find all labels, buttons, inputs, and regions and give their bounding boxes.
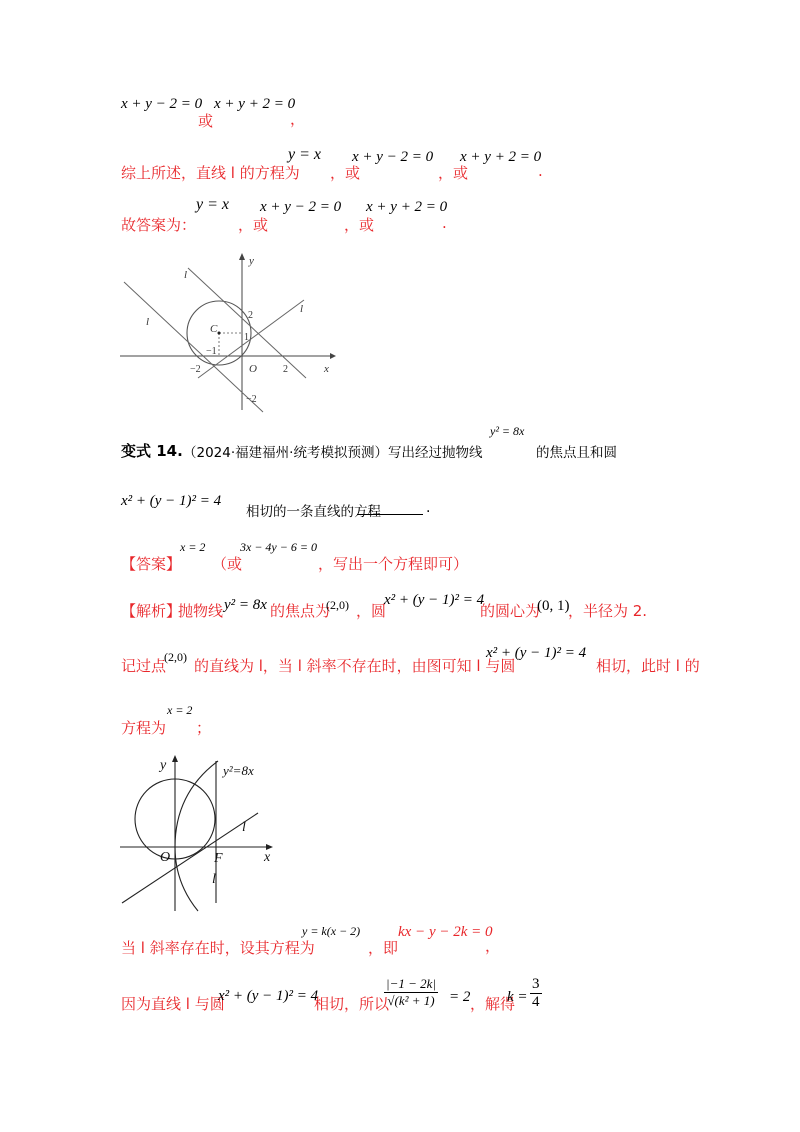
- para2-t1: 记过点: [121, 657, 167, 675]
- para4-eq1: y = k(x − 2): [302, 924, 361, 938]
- analysis-focus: (2,0): [326, 598, 349, 612]
- analysis-parabola: y² = 8x: [224, 597, 267, 613]
- y-axis-arrow: [172, 755, 178, 762]
- para5-t2: 相切，所以: [314, 995, 390, 1013]
- problem-title: 变式 14.: [121, 442, 183, 460]
- problem-text3: 相切的一条直线的方程: [246, 504, 381, 520]
- answer-end: .: [442, 214, 447, 232]
- answer-eq2: x + y − 2 = 0: [260, 199, 342, 215]
- para5-circle: x² + (y − 1)² = 4: [218, 988, 319, 1004]
- para2-t2: 的直线为 l，当 l 斜率不存在时，由图可知 l 与圆: [194, 657, 516, 675]
- para5-t3: ，解得: [470, 995, 516, 1013]
- label-x-axis: x: [264, 850, 271, 865]
- label-origin: O: [160, 850, 171, 865]
- answer-sep2: ，或: [344, 216, 375, 234]
- summary-sep2: ，或: [438, 164, 469, 182]
- analysis-t4: 的圆心为: [480, 602, 541, 620]
- or-text: 或: [198, 112, 214, 130]
- para3-t2: ；: [196, 719, 212, 737]
- para5-k-num: 3: [532, 976, 540, 992]
- label-line-slanted: l: [242, 820, 246, 835]
- para3-eq: x = 2: [167, 703, 193, 717]
- label-y-axis: y: [160, 758, 167, 773]
- para5-frac-den: √(k² + 1): [387, 993, 435, 1008]
- tick-x-neg2: −2: [190, 364, 201, 375]
- label-line-vertical: l: [212, 872, 216, 887]
- para2-t3: 相切，此时 l 的: [596, 657, 700, 675]
- summary-eq2: x + y − 2 = 0: [352, 149, 434, 165]
- figure-circle-tangent-lines: [118, 250, 338, 415]
- answer-blank: [357, 500, 423, 519]
- figure-parabola-circle: [118, 753, 288, 913]
- tick-x-neg1: −1: [206, 346, 217, 357]
- para3-t1: 方程为: [121, 719, 167, 737]
- comma-text: ，: [290, 110, 306, 128]
- answer-paren-open: （或: [212, 555, 243, 573]
- para5-k-den: 4: [532, 994, 540, 1010]
- analysis-label: 【解析】: [121, 602, 182, 620]
- answer-eq2: 3x − 4y − 6 = 0: [240, 540, 317, 554]
- para5-k-fraction: [530, 976, 542, 1011]
- tick-y-neg2: −2: [246, 394, 257, 405]
- label-origin: O: [249, 363, 257, 375]
- analysis-center: (0, 1): [537, 598, 570, 614]
- answer-eq1: x = 2: [180, 540, 206, 554]
- line-l-slanted: [122, 813, 258, 903]
- label-focus: F: [214, 851, 223, 866]
- problem-circle: x² + (y − 1)² = 4: [121, 493, 222, 509]
- summary-eq3: x + y + 2 = 0: [460, 149, 542, 165]
- problem-source: （2024·福建福州·统考模拟预测）写出经过抛物线: [183, 445, 483, 461]
- center-point: [218, 332, 221, 335]
- summary-sep1: ，或: [330, 164, 361, 182]
- para4-eq2: kx − y − 2k = 0: [398, 924, 493, 940]
- para5-t1: 因为直线 l 与圆: [121, 995, 225, 1013]
- equation-line-plus: x + y + 2 = 0: [214, 96, 296, 112]
- para2-circle: x² + (y − 1)² = 4: [486, 645, 587, 661]
- x-axis-arrow: [330, 353, 336, 359]
- analysis-t5: ，半径为 2.: [568, 602, 648, 620]
- label-x-axis: x: [324, 363, 329, 375]
- tick-x-2: 2: [283, 364, 288, 375]
- analysis-t3: ，圆: [356, 602, 387, 620]
- analysis-t2: 的焦点为: [270, 602, 331, 620]
- label-y-axis: y: [249, 255, 254, 267]
- para4-t2: ，即: [368, 939, 399, 957]
- summary-prefix: 综上所述，直线 l 的方程为: [121, 164, 300, 182]
- label-line-right: l: [300, 303, 304, 315]
- para5-eq-tail: = 2: [449, 989, 471, 1005]
- para5-fraction: [384, 976, 438, 1009]
- tick-y-2: 2: [248, 310, 253, 321]
- equation-line-minus: x + y − 2 = 0: [121, 96, 203, 112]
- para4-t1: 当 l 斜率存在时，设其方程为: [121, 939, 315, 957]
- label-parabola: y²=8x: [223, 763, 254, 778]
- problem-end: .: [426, 500, 431, 516]
- label-line-top: l: [184, 269, 188, 281]
- problem-parabola: y² = 8x: [490, 424, 525, 438]
- y-axis-arrow: [239, 253, 245, 260]
- answer-label: 【答案】: [121, 555, 182, 573]
- answer-sep1: ，或: [238, 216, 269, 234]
- label-line-left: l: [146, 316, 150, 328]
- answer-eq3: x + y + 2 = 0: [366, 199, 448, 215]
- answer-prefix: 故答案为：: [121, 216, 197, 234]
- problem-text2: 的焦点且和圆: [536, 445, 617, 461]
- summary-end: .: [538, 162, 543, 180]
- tick-y-1: 1: [244, 332, 249, 343]
- para2-point: (2,0): [164, 650, 187, 664]
- answer-eq1: y = x: [196, 196, 229, 213]
- para4-t3: ，: [485, 937, 501, 955]
- label-center-c: C: [210, 323, 218, 335]
- summary-eq1: y = x: [288, 146, 321, 163]
- para5-frac-num: |−1 − 2k|: [386, 976, 436, 991]
- para5-k-lhs: k =: [507, 989, 528, 1005]
- analysis-circle: x² + (y − 1)² = 4: [384, 592, 485, 608]
- analysis-t1: 抛物线: [178, 602, 224, 620]
- answer-paren-close: ，写出一个方程即可）: [318, 555, 469, 573]
